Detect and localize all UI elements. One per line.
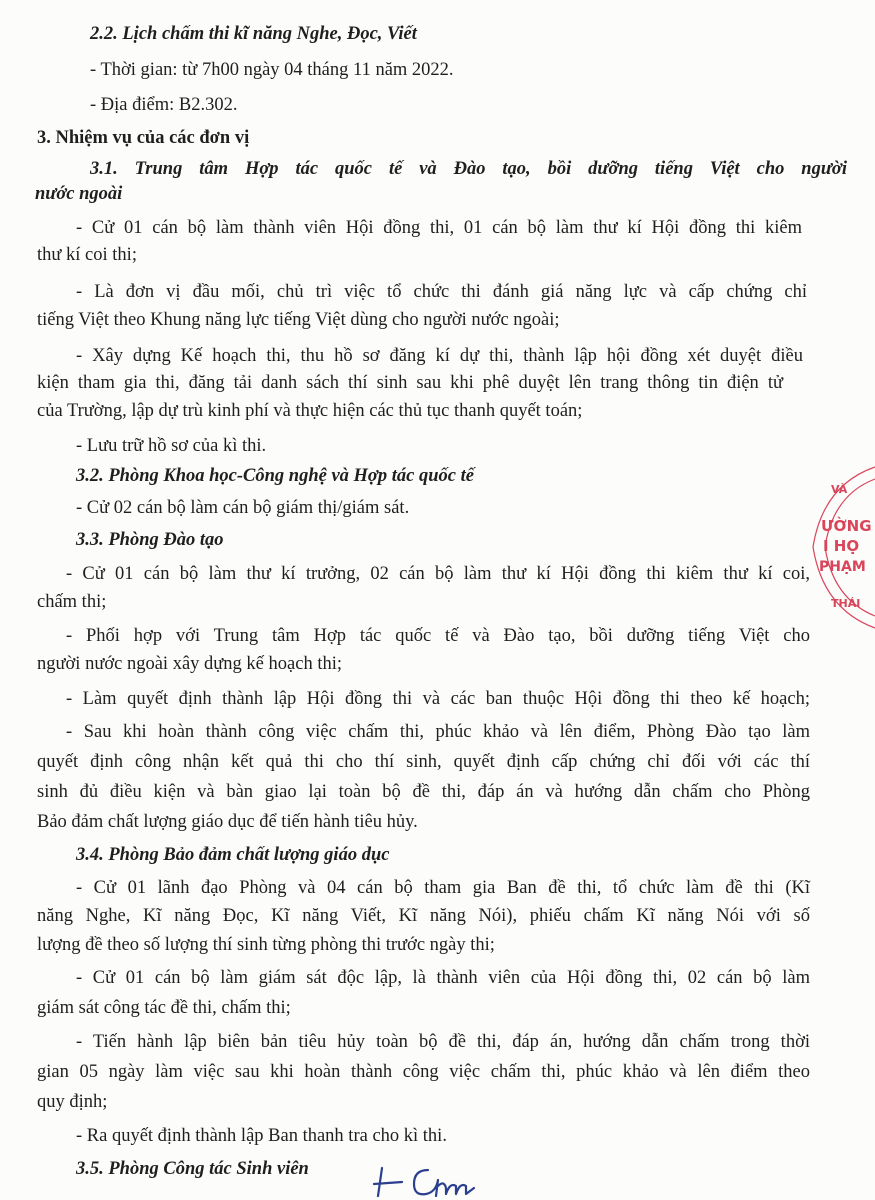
s34-item4: - Ra quyết định thành lập Ban thanh tra cho kì thi. [76,1126,447,1146]
s33-item4-line1: - Sau khi hoàn thành công việc chấm thi, phúc khảo và lên điểm, Phòng Đào tạo làm [66,722,810,742]
s31-item2-line2: tiếng Việt theo Khung năng lực tiếng Việt dùng cho người nước ngoài; [37,310,560,330]
s31-item2-line1: - Là đơn vị đầu mối, chủ trì việc tổ chức thi đánh giá năng lực và cấp chứng chỉ [76,282,807,302]
s33-item1-line1: - Cử 01 cán bộ làm thư kí trưởng, 02 cán bộ làm thư kí Hội đồng thi kiêm thư kí coi, [66,564,810,584]
stamp-text-5: THÁI [831,597,861,610]
section-3-heading: 3. Nhiệm vụ của các đơn vị [37,128,250,148]
s34-item3-line2: gian 05 ngày làm việc sau khi hoàn thành công việc chấm thi, phúc khảo và lên điểm theo [37,1062,810,1082]
s33-item2-line1: - Phối hợp với Trung tâm Hợp tác quốc tế và Đào tạo, bồi dưỡng tiếng Việt cho [66,626,810,646]
section-3-1-heading-line2: nước ngoài [35,184,123,204]
s34-item2-line1: - Cử 01 cán bộ làm giám sát độc lập, là thành viên của Hội đồng thi, 02 cán bộ làm [76,968,810,988]
university-stamp [805,465,875,630]
s33-item3: - Làm quyết định thành lập Hội đồng thi và các ban thuộc Hội đồng thi theo kế hoạch; [66,689,810,709]
s31-item3-line1: - Xây dựng Kế hoạch thi, thu hồ sơ đăng kí dự thi, thành lập hội đồng xét duyệt điều [76,346,803,366]
s33-item4-line4: Bảo đảm chất lượng giáo dục để tiến hành tiêu hủy. [37,812,418,832]
s31-item1-line2: thư kí coi thi; [37,245,137,265]
section-3-1-heading-line1: 3.1. Trung tâm Hợp tác quốc tế và Đào tạo, bồi dưỡng tiếng Việt cho người [90,159,847,179]
s34-item2-line2: giám sát công tác đề thi, chấm thi; [37,998,291,1018]
s31-item1-line1: - Cử 01 cán bộ làm thành viên Hội đồng thi, 01 cán bộ làm thư kí Hội đồng thi kiêm [76,218,802,238]
stamp-text-4: PHẠM [819,559,866,575]
s34-item1-line1: - Cử 01 lãnh đạo Phòng và 04 cán bộ tham gia Ban đề thi, tổ chức làm đề thi (Kĩ [76,878,810,898]
exam-location: - Địa điểm: B2.302. [90,95,238,115]
handwritten-signature [370,1158,480,1200]
section-3-3-heading: 3.3. Phòng Đào tạo [76,530,224,550]
s33-item4-line2: quyết định công nhận kết quả thi cho thí sinh, quyết định cấp chứng chỉ đối với các thí [37,752,810,772]
stamp-text-1: VÀ [831,483,848,496]
s34-item1-line2: năng Nghe, Kĩ năng Đọc, Kĩ năng Viết, Kĩ năng Nói), phiếu chấm Kĩ năng Nói với số [37,906,810,926]
s34-item3-line3: quy định; [37,1092,108,1112]
s34-item1-line3: lượng đề theo số lượng thí sinh từng phòng thi trước ngày thi; [37,935,495,955]
s31-item4: - Lưu trữ hồ sơ của kì thi. [76,436,267,456]
exam-time: - Thời gian: từ 7h00 ngày 04 tháng 11 năm 2022. [90,60,454,80]
s34-item3-line1: - Tiến hành lập biên bản tiêu hủy toàn bộ đề thi, đáp án, hướng dẫn chấm trong thời [76,1032,810,1052]
s33-item4-line3: sinh đủ điều kiện và bàn giao lại toàn bộ đề thi, đáp án và hướng dẫn chấm cho Phòng [37,782,810,802]
stamp-text-2: ƯỜNG [821,517,872,535]
section-2-2-heading: 2.2. Lịch chấm thi kĩ năng Nghe, Đọc, Viết [90,24,417,44]
s31-item3-line3: của Trường, lập dự trù kinh phí và thực hiện các thủ tục thanh quyết toán; [37,401,583,421]
s33-item2-line2: người nước ngoài xây dựng kế hoạch thi; [37,654,342,674]
stamp-text-3: I HỌ [823,537,860,555]
s33-item1-line2: chấm thi; [37,592,107,612]
section-3-5-heading: 3.5. Phòng Công tác Sinh viên [76,1159,309,1179]
section-3-4-heading: 3.4. Phòng Bảo đảm chất lượng giáo dục [76,845,390,865]
s32-item1: - Cử 02 cán bộ làm cán bộ giám thị/giám sát. [76,498,410,518]
section-3-2-heading: 3.2. Phòng Khoa học-Công nghệ và Hợp tác quốc tế [76,466,474,486]
s31-item3-line2: kiện tham gia thi, đăng tải danh sách thí sinh sau khi phê duyệt lên trang thông tin điện tử [37,373,783,393]
